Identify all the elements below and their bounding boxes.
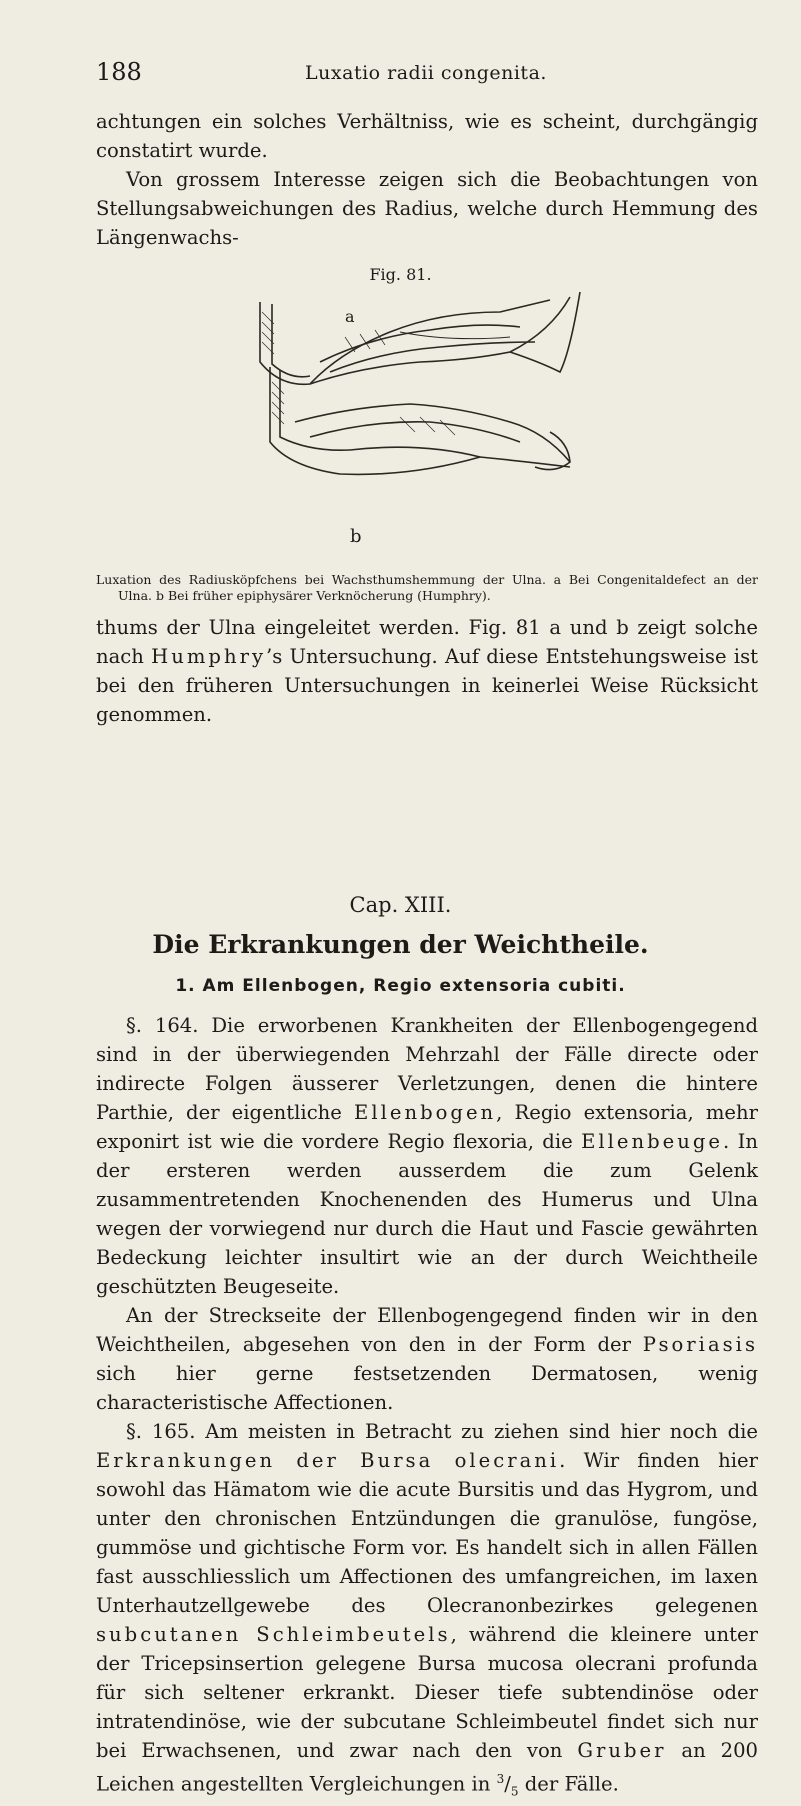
intro-text bbox=[96, 107, 758, 252]
fraction-denominator: 5 bbox=[510, 1784, 519, 1799]
after-figure-paragraph bbox=[96, 613, 758, 729]
author-gruber: Gruber bbox=[577, 1739, 667, 1762]
chapter-number: Cap. XIII. bbox=[349, 893, 452, 917]
text-run: an 200 Leichen angestellten Vergleichungen in bbox=[96, 1739, 758, 1796]
text-run: . Wir finden hier sowohl das Hämatom wie die acute Bursitis und das Hygrom, und unter den chronischen Entzündungen die granulöse, fungöse, gummöse und gichtische Form vor. Es handelt sich in allen Fällen fast ausschliesslich um Affectionen des umfangreichen, im laxen Unterhautzellgewebe des Olecranonbezirkes gelegenen bbox=[96, 1449, 758, 1617]
paragraph-164-b bbox=[96, 1301, 758, 1417]
text-run: sich hier gerne festsetzenden Dermatosen, wenig characteristische Affectionen. bbox=[96, 1362, 758, 1414]
text-run: thums der Ulna eingeleitet werden. Fig. 81 a und b zeigt solche nach bbox=[96, 616, 758, 668]
section-subtitle: 1. Am Ellenbogen, Regio extensoria cubiti. bbox=[175, 976, 626, 996]
term-ellenbogen: Ellenbogen bbox=[354, 1101, 497, 1124]
paragraph-164 bbox=[96, 1011, 758, 1301]
intro-paragraph-2: Von grossem Interesse zeigen sich die Beobachtungen von Stellungsabweichungen des Radius, welche durch Hemmung des Längenwachs- bbox=[96, 168, 758, 249]
text-run: der Fälle. bbox=[518, 1772, 619, 1796]
page-header bbox=[96, 58, 756, 88]
figure-caption bbox=[96, 572, 758, 604]
text-run: ’s Untersuchung. Auf diese Entstehungsweise ist bei den früheren Untersuchungen in keinerlei Weise Rücksicht genommen. bbox=[96, 645, 758, 726]
text-run: §. 165. Am meisten in Betracht zu ziehen sind hier noch die bbox=[126, 1420, 758, 1443]
running-title: Luxatio radii congenita. bbox=[305, 62, 547, 84]
term-schleimbeutel: subcutanen Schleimbeutels bbox=[96, 1623, 451, 1646]
text-run: , während die kleinere unter der Tricepsinsertion gelegene Bursa mucosa olecrani profunda für sich seltener erkrankt. Dieser tiefe subtendinöse oder intratendinöse, wie der subcutane Schleimbeutel findet sich nur bei Erwachsenen, und zwar nach den von bbox=[96, 1623, 758, 1762]
figure-letter-b: b bbox=[350, 526, 362, 547]
chapter-title: Die Erkrankungen der Weichtheile. bbox=[152, 930, 649, 959]
text-run: An der Streckseite der Ellenbogengegend finden wir in den Weichtheilen, abgesehen von den in der Form der bbox=[96, 1304, 758, 1356]
term-psoriasis: Psoriasis bbox=[642, 1333, 758, 1356]
text-run: §. 164. Die erworbenen Krankheiten der Ellenbogengegend sind in der überwiegenden Mehrzahl der Fälle directe oder indirecte Folgen äusserer Verletzungen, denen die hintere Parthie, der eigentliche bbox=[96, 1014, 758, 1124]
term-ellenbeuge: Ellenbeuge bbox=[581, 1130, 724, 1153]
intro-paragraph-1: achtungen ein solches Verhältniss, wie es scheint, durchgängig constatirt wurde. bbox=[96, 110, 758, 162]
page-number: 188 bbox=[96, 58, 142, 86]
text-run: . In der ersteren werden ausserdem die zum Gelenk zusammentretenden Knochenenden des Humerus und Ulna wegen der vorwiegend nur durch die Haut und Fascie gewährten Bedeckung leichter insultirt wie an der durch Weichtheile geschützten Beugeseite. bbox=[96, 1130, 758, 1298]
figure-label: Fig. 81. bbox=[369, 265, 432, 284]
paragraph-165: §. 165. Am meisten in Betracht zu ziehen sind hier noch die Erkrankungen der Bursa olecrani. Wir finden hier sowohl das Hämatom wie die acute Bursitis und das Hygrom, und unter den chronischen Entzündungen die granulöse, fungöse, gummöse und gichtische Form vor. Es handelt sich in allen Fällen fast ausschliesslich um Affectionen des umfangreichen, im laxen Unterhautzellgewebe des Olecranonbezirkes gelegenen subcutanen Schleimbeutels, während die kleinere unter der Tricepsinsertion gelegene Bursa mucosa olecrani profunda für sich seltener erkrankt. Dieser tiefe subtendinöse oder intratendinöse, wie der subcutane Schleimbeutel findet sich nur bei Erwachsenen, und zwar nach den von Gruber an 200 Leichen angestellten Vergleichungen in $^3/_5$ der Fälle. bbox=[96, 1420, 758, 1799]
text-run: , Regio extensoria, mehr exponirt ist wie die vordere Regio flexoria, die bbox=[96, 1101, 758, 1153]
after-figure-text bbox=[96, 613, 758, 729]
author-humphry: Humphry bbox=[151, 645, 267, 668]
term-bursa-olecrani: Erkrankungen der Bursa olecrani bbox=[96, 1449, 560, 1472]
section-164 bbox=[96, 1011, 758, 1806]
figure-letter-a: a bbox=[345, 307, 355, 326]
caption-line-1: Luxation des Radiusköpfchens bei Wachsthumshemmung der Ulna. a Bei Congenitaldefect an der bbox=[96, 572, 758, 587]
fraction-numerator: 3 bbox=[496, 1772, 505, 1786]
figure-81-illustration bbox=[250, 292, 590, 552]
caption-line-2: Ulna. b Bei früher epiphysärer Verknöcherung (Humphry). bbox=[118, 588, 491, 603]
